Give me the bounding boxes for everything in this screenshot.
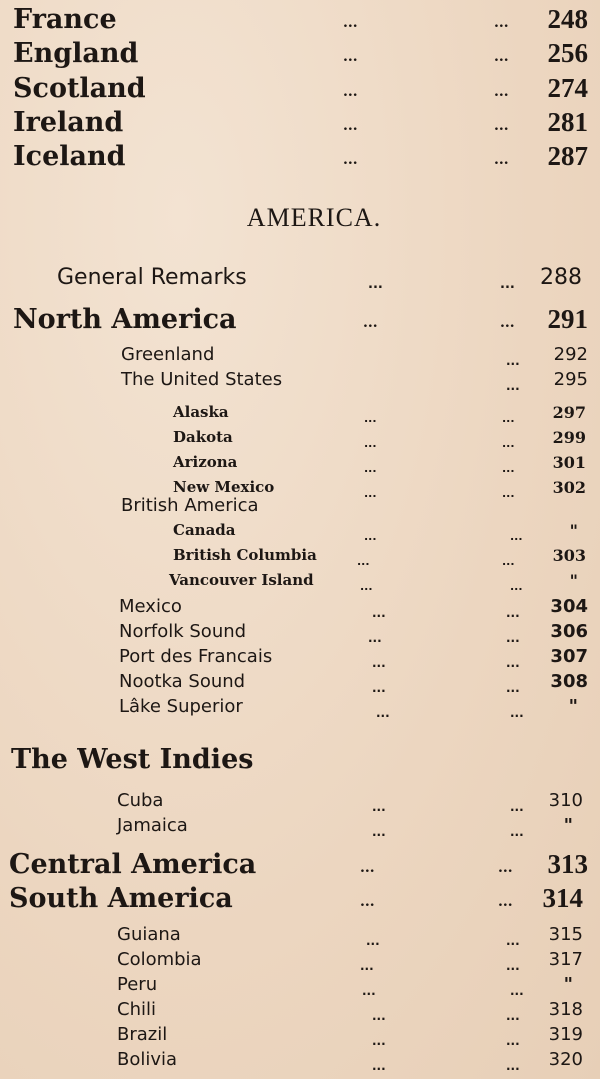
dot-leader: ...	[362, 984, 376, 998]
dot-leader: ...	[343, 152, 358, 168]
entry-name: Colombia	[117, 949, 202, 970]
page-number: "	[569, 521, 578, 540]
entry-name: Peru	[117, 974, 158, 995]
entry-name: Bolivia	[117, 1049, 178, 1070]
dot-leader: ...	[372, 800, 386, 814]
page-number: 248	[547, 4, 588, 34]
entry-name: England	[13, 38, 139, 69]
dot-leader: ...	[364, 530, 377, 543]
entry-name: Guiana	[117, 924, 181, 945]
dot-leader: ...	[494, 152, 509, 168]
page-number: 281	[547, 107, 588, 137]
dot-leader: ...	[364, 437, 377, 450]
dot-leader: ...	[357, 555, 370, 568]
entry-name: Mexico	[119, 596, 182, 617]
dot-leader: ...	[494, 15, 509, 31]
dot-leader: ...	[500, 277, 515, 292]
entry-name: British Columbia	[173, 546, 317, 564]
entry-name: South America	[9, 883, 233, 914]
page-number: 295	[553, 369, 588, 390]
page-number: 256	[547, 38, 588, 68]
page-number: 292	[553, 344, 588, 365]
page-number: 274	[547, 73, 588, 103]
page-number: 317	[548, 949, 583, 970]
entry-name: Lâke Superior	[119, 696, 243, 717]
entry-name: Jamaica	[117, 815, 188, 836]
dot-leader: ...	[506, 606, 520, 620]
page-number: 287	[547, 141, 588, 171]
entry-name: The United States	[121, 369, 283, 390]
page-number: 307	[550, 646, 588, 667]
dot-leader: ...	[376, 706, 390, 720]
page-number: 291	[547, 304, 588, 334]
entry-name: Dakota	[173, 428, 233, 446]
section-title: AMERICA.	[246, 203, 382, 232]
page-number: 303	[552, 546, 586, 565]
dot-leader: ...	[506, 959, 520, 973]
dot-leader: ...	[506, 934, 520, 948]
page-number: 308	[550, 671, 588, 692]
dot-leader: ...	[364, 487, 377, 500]
dot-leader: ...	[364, 412, 377, 425]
dot-leader: ...	[498, 894, 513, 910]
dot-leader: ...	[372, 606, 386, 620]
entry-name: Ireland	[13, 107, 124, 138]
dot-leader: ...	[506, 1009, 520, 1023]
dot-leader: ...	[363, 315, 378, 331]
dot-leader: ...	[506, 379, 520, 393]
dot-leader: ...	[502, 437, 515, 450]
dot-leader: ...	[343, 49, 358, 65]
page-number: 304	[550, 596, 588, 617]
dot-leader: ...	[360, 860, 375, 876]
dot-leader: ...	[506, 354, 520, 368]
dot-leader: ...	[510, 825, 524, 839]
page-number: 297	[552, 403, 586, 422]
entry-name: Cuba	[117, 790, 164, 811]
entry-name: New Mexico	[173, 478, 275, 496]
entry-name: Greenland	[121, 344, 215, 365]
page-number: 313	[547, 849, 588, 879]
dot-leader: ...	[360, 580, 373, 593]
page-number: "	[568, 696, 578, 717]
page-number: 306	[550, 621, 588, 642]
entry-name: British America	[121, 495, 259, 516]
entry-name: Central America	[9, 849, 257, 880]
entry-name: General Remarks	[57, 265, 247, 290]
page-number: 299	[552, 428, 586, 447]
dot-leader: ...	[510, 706, 524, 720]
dot-leader: ...	[343, 15, 358, 31]
dot-leader: ...	[502, 555, 515, 568]
dot-leader: ...	[372, 656, 386, 670]
dot-leader: ...	[372, 825, 386, 839]
dot-leader: ...	[506, 1034, 520, 1048]
dot-leader: ...	[510, 530, 523, 543]
dot-leader: ...	[494, 49, 509, 65]
dot-leader: ...	[502, 412, 515, 425]
page-number: 318	[548, 999, 583, 1020]
page-number: 310	[548, 790, 583, 811]
dot-leader: ...	[506, 681, 520, 695]
page-number: 320	[548, 1049, 583, 1070]
dot-leader: ...	[494, 84, 509, 100]
dot-leader: ...	[506, 631, 520, 645]
entry-name: Nootka Sound	[119, 671, 246, 692]
page-number: 315	[548, 924, 583, 945]
dot-leader: ...	[372, 1034, 386, 1048]
entry-name: Canada	[173, 521, 236, 539]
page-number: "	[563, 974, 573, 995]
dot-leader: ...	[368, 631, 382, 645]
dot-leader: ...	[510, 984, 524, 998]
dot-leader: ...	[372, 1059, 386, 1073]
entry-name: Vancouver Island	[169, 571, 314, 589]
dot-leader: ...	[368, 277, 383, 292]
entry-name: Norfolk Sound	[119, 621, 247, 642]
dot-leader: ...	[502, 462, 515, 475]
dot-leader: ...	[366, 934, 380, 948]
page-number: 302	[552, 478, 586, 497]
entry-name: The West Indies	[11, 744, 254, 775]
dot-leader: ...	[372, 681, 386, 695]
dot-leader: ...	[360, 959, 374, 973]
dot-leader: ...	[364, 462, 377, 475]
page-number: "	[569, 571, 578, 590]
entry-name: Alaska	[173, 403, 229, 421]
entry-name: Port des Francais	[119, 646, 273, 667]
dot-leader: ...	[510, 800, 524, 814]
dot-leader: ...	[343, 84, 358, 100]
dot-leader: ...	[510, 580, 523, 593]
dot-leader: ...	[372, 1009, 386, 1023]
entry-name: Chili	[117, 999, 156, 1020]
entry-name: North America	[13, 304, 237, 335]
entry-name: Arizona	[173, 453, 238, 471]
dot-leader: ...	[343, 118, 358, 134]
page-number: 319	[548, 1024, 583, 1045]
dot-leader: ...	[500, 315, 515, 331]
page-number: "	[563, 815, 573, 836]
entry-name: Iceland	[13, 141, 126, 172]
page-number: 314	[542, 883, 583, 913]
dot-leader: ...	[506, 656, 520, 670]
page-number: 301	[552, 453, 586, 472]
dot-leader: ...	[498, 860, 513, 876]
dot-leader: ...	[506, 1059, 520, 1073]
entry-name: Brazil	[117, 1024, 168, 1045]
entry-name: Scotland	[13, 73, 146, 104]
entry-name: France	[13, 4, 117, 35]
page-number: 288	[540, 265, 582, 290]
dot-leader: ...	[494, 118, 509, 134]
dot-leader: ...	[502, 487, 515, 500]
dot-leader: ...	[360, 894, 375, 910]
